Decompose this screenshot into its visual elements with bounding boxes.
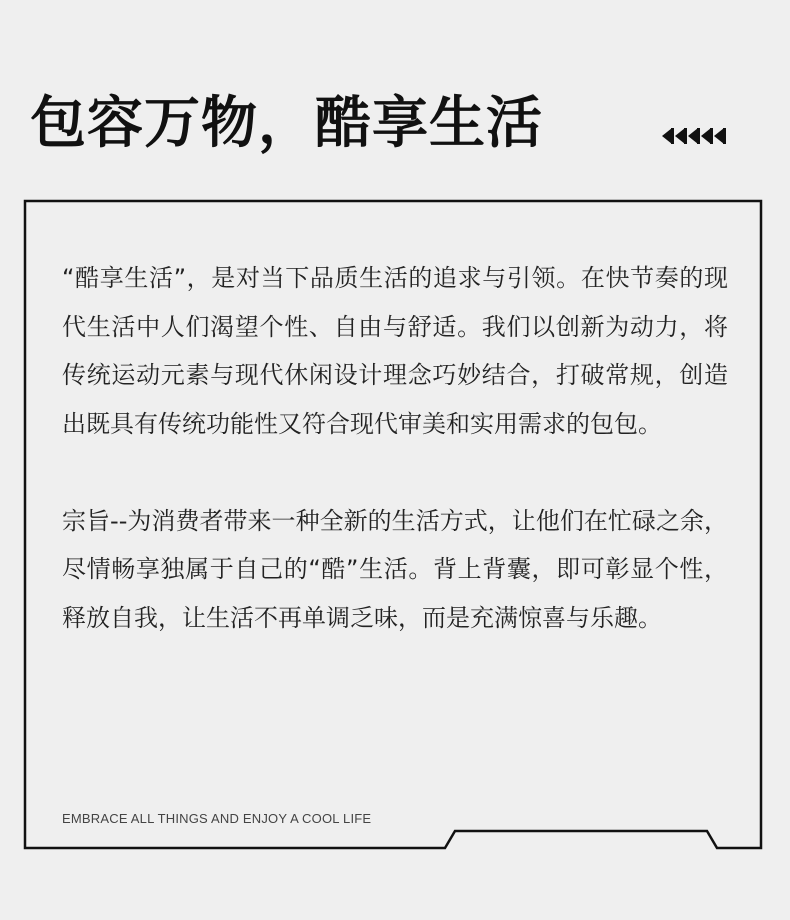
description bbox=[62, 254, 728, 642]
paragraph-intro: “酷享生活”，是对当下品质生活的追求与引领。在快节奏的现代生活中人们渴望个性、自由与舒适。我们以创新为动力，将传统运动元素与现代休闲设计理念巧妙结合，打破常规，创造出既具有传统功能性又符合现代审美和实用需求的包包。 bbox=[62, 264, 728, 438]
english-tagline: EMBRACE ALL THINGS AND ENJOY A COOL LIFE bbox=[62, 811, 372, 826]
paragraph-mission: 宗旨--为消费者带来一种全新的生活方式，让他们在忙碌之余，尽情畅享独属于自己的“酷”生活。背上背囊，即可彰显个性，释放自我，让生活不再单调乏味，而是充满惊喜与乐趣。 bbox=[62, 506, 728, 632]
page-title: 包容万物，酷享生活 bbox=[30, 91, 543, 156]
